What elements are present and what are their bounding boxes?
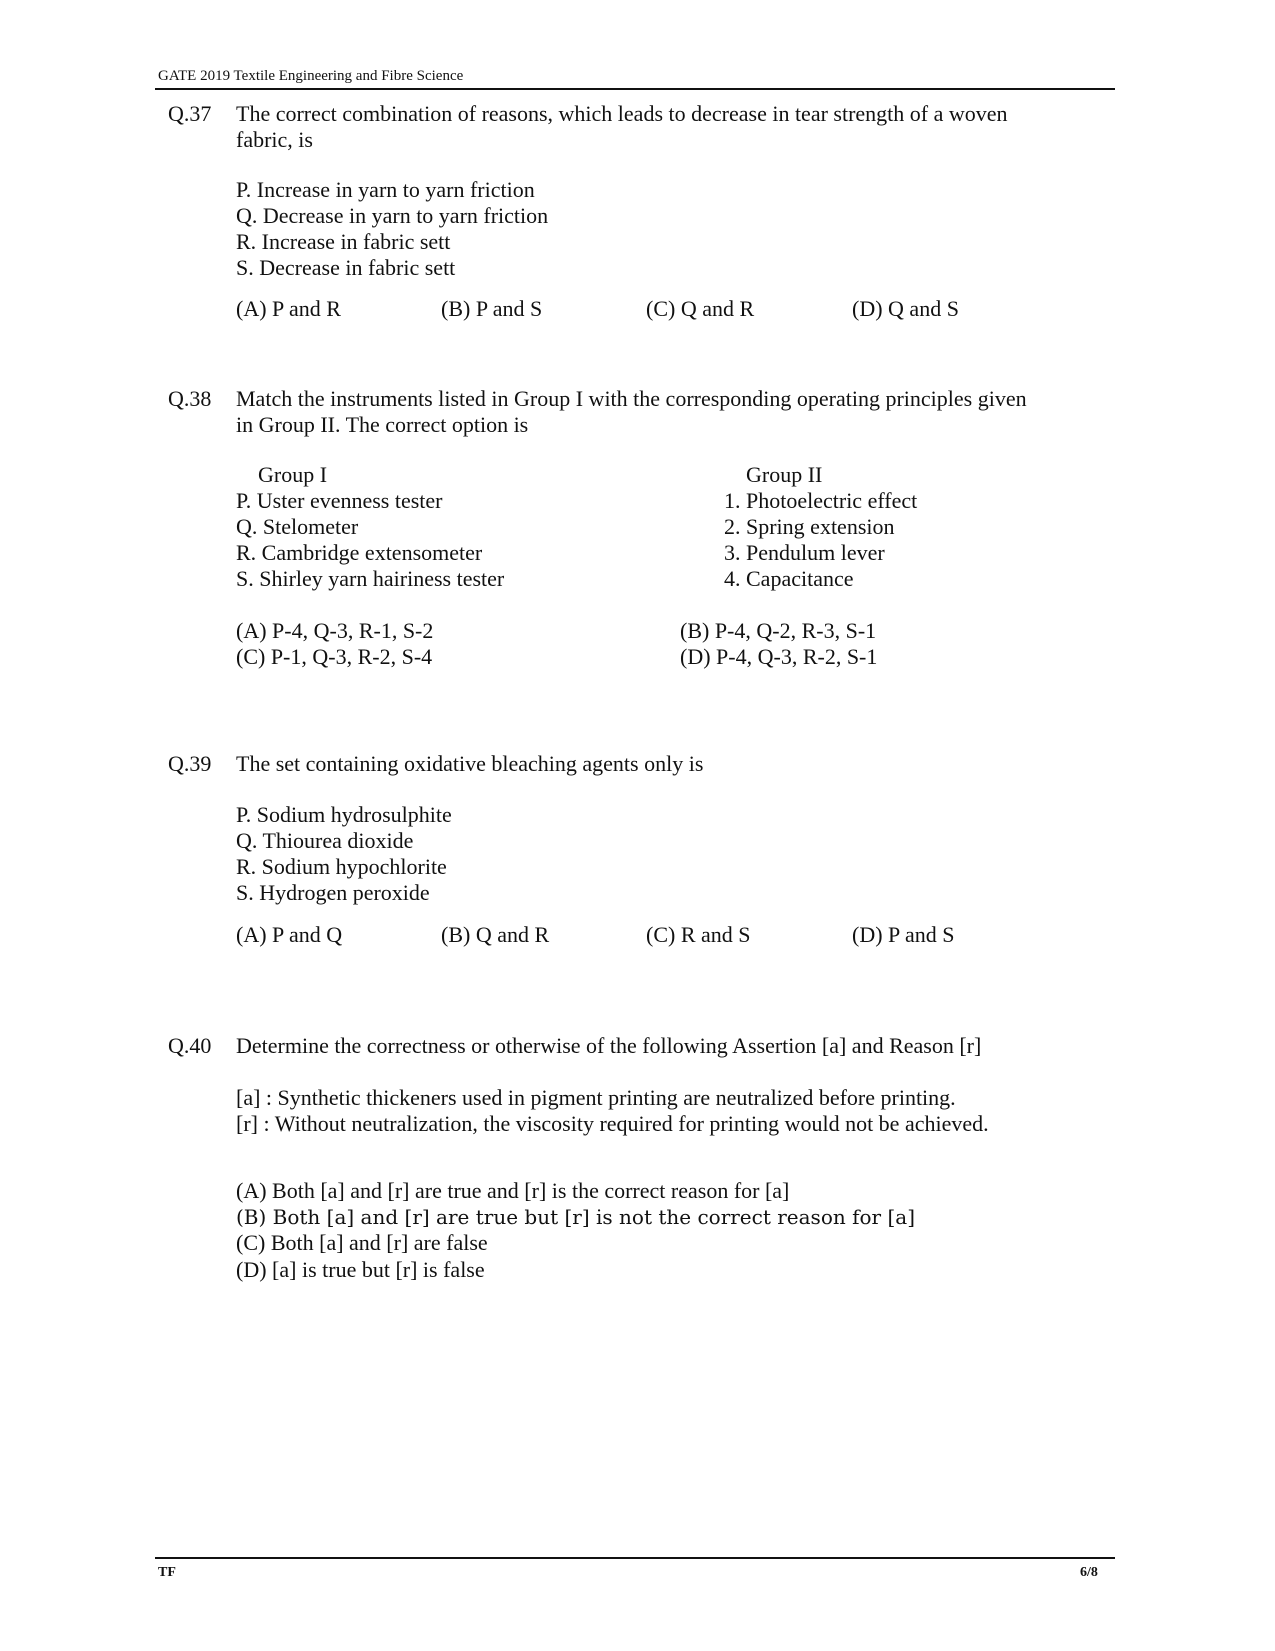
answer-option: (B) P and S — [441, 296, 543, 321]
group-1-heading: Group I — [258, 462, 328, 487]
list-item: P. Sodium hydrosulphite — [236, 802, 452, 827]
header-rule — [155, 88, 1115, 90]
question-number: Q.38 — [168, 386, 212, 411]
answer-option: (D) [a] is true but [r] is false — [236, 1257, 485, 1282]
question-stem-line: The correct combination of reasons, which leads to decrease in tear strength of a woven — [236, 101, 1008, 126]
answer-option: (B) Q and R — [441, 922, 550, 947]
list-item: R. Sodium hypochlorite — [236, 854, 447, 879]
group-2-item: 4. Capacitance — [724, 566, 854, 591]
group-1-item: R. Cambridge extensometer — [236, 540, 483, 565]
question-stem-line: Determine the correctness or otherwise of the following Assertion [a] and Reason [r] — [236, 1033, 982, 1058]
question-number: Q.40 — [168, 1033, 212, 1058]
reason-text: [r] : Without neutralization, the viscosity required for printing would not be achieved. — [236, 1111, 989, 1136]
group-1-item: S. Shirley yarn hairiness tester — [236, 566, 505, 591]
answer-option: (A) Both [a] and [r] are true and [r] is the correct reason for [a] — [236, 1178, 790, 1203]
footer-paper-code: TF — [158, 1565, 176, 1580]
list-item: P. Increase in yarn to yarn friction — [236, 177, 535, 202]
group-2-item: 1. Photoelectric effect — [724, 488, 918, 513]
question-stem-line: Match the instruments listed in Group I with the corresponding operating principles given — [236, 386, 1027, 411]
list-item: R. Increase in fabric sett — [236, 229, 451, 254]
group-2-item: 3. Pendulum lever — [724, 540, 885, 565]
answer-option: (C) Q and R — [646, 296, 755, 321]
group-1-item: Q. Stelometer — [236, 514, 359, 539]
answer-option: (A) P-4, Q-3, R-1, S-2 — [236, 618, 434, 643]
list-item: S. Hydrogen peroxide — [236, 880, 430, 905]
question-stem-line: The set containing oxidative bleaching agents only is — [236, 751, 704, 776]
page-number: 6/8 — [1080, 1565, 1098, 1580]
group-1-item: P. Uster evenness tester — [236, 488, 443, 513]
list-item: Q. Thiourea dioxide — [236, 828, 414, 853]
question-stem-line: in Group II. The correct option is — [236, 412, 529, 437]
answer-option: (D) P-4, Q-3, R-2, S-1 — [680, 644, 878, 669]
answer-option: (D) Q and S — [852, 296, 959, 321]
group-2-heading: Group II — [746, 462, 823, 487]
group-2-item: 2. Spring extension — [724, 514, 895, 539]
page-header-title: GATE 2019 Textile Engineering and Fibre Science — [158, 68, 464, 84]
answer-option: (C) Both [a] and [r] are false — [236, 1230, 488, 1255]
list-item: S. Decrease in fabric sett — [236, 255, 456, 280]
answer-option: (A) P and Q — [236, 922, 343, 947]
footer-rule — [155, 1557, 1115, 1559]
answer-option: (B) P-4, Q-2, R-3, S-1 — [680, 618, 877, 643]
list-item: Q. Decrease in yarn to yarn friction — [236, 203, 549, 228]
question-stem-line: fabric, is — [236, 127, 313, 152]
answer-option: (A) P and R — [236, 296, 341, 321]
answer-option: (B) Both [a] and [r] are true but [r] is not the correct reason for [a] — [236, 1205, 915, 1229]
answer-option: (C) R and S — [646, 922, 751, 947]
question-number: Q.37 — [168, 101, 212, 126]
answer-option: (C) P-1, Q-3, R-2, S-4 — [236, 644, 433, 669]
assertion-text: [a] : Synthetic thickeners used in pigment printing are neutralized before printing. — [236, 1085, 956, 1110]
answer-option: (D) P and S — [852, 922, 955, 947]
question-number: Q.39 — [168, 751, 212, 776]
